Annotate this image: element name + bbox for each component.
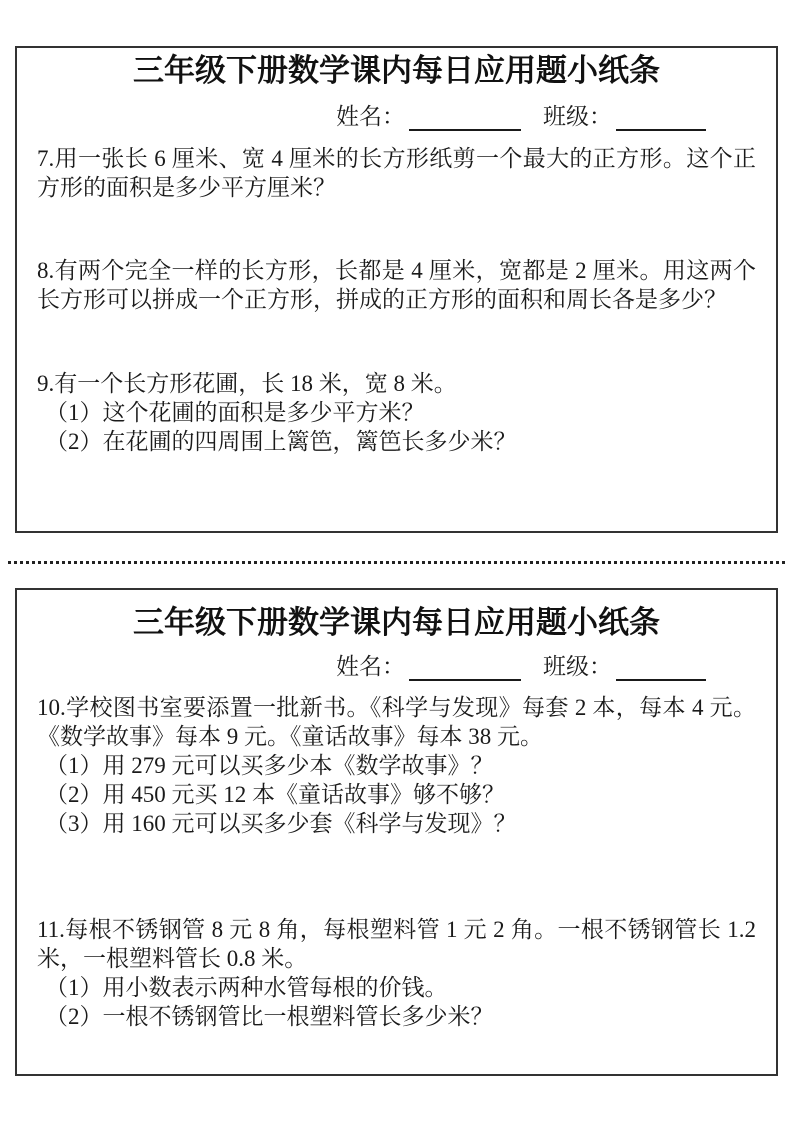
problem-10: [37, 693, 756, 838]
problem-11: [37, 915, 756, 1031]
worksheet-card-2: [15, 588, 778, 1076]
problem-text: 11.每根不锈钢管 8 元 8 角，每根塑料管 1 元 2 角。一根不锈钢管长 1.2 米，一根塑料管长 0.8 米。: [37, 917, 756, 971]
page-title: 三年级下册数学课内每日应用题小纸条: [133, 53, 660, 88]
name-blank-line: [409, 657, 521, 681]
problem-subquestion-1: （1）用 279 元可以买多少本《数学故事》？: [45, 753, 494, 778]
problem-subquestion-1: （1）这个花圃的面积是多少平方米？: [45, 400, 425, 425]
worksheet-card-1: [15, 46, 778, 533]
problem-text: 10.学校图书室要添置一批新书。《科学与发现》每套 2 本，每本 4 元。《数学故事》每本 9 元。《童话故事》每本 38 元。: [37, 695, 756, 749]
name-class-row: [336, 653, 756, 681]
class-label: 班级：: [543, 654, 612, 679]
problem-subquestion-3: （3）用 160 元可以买多少套《科学与发现》？: [45, 811, 517, 836]
dotted-cut-line: [8, 561, 785, 564]
name-label: 姓名：: [336, 104, 405, 129]
class-blank-line: [616, 657, 706, 681]
problem-subquestion-1: （1）用小数表示两种水管每根的价钱。: [45, 975, 448, 1000]
problem-7: [37, 144, 756, 202]
page-title: 三年级下册数学课内每日应用题小纸条: [133, 605, 660, 640]
problem-text: 9.有一个长方形花圃，长 18 米，宽 8 米。: [37, 371, 457, 396]
problem-subquestion-2: （2）用 450 元买 12 本《童话故事》够不够？: [45, 782, 505, 807]
class-label: 班级：: [543, 104, 612, 129]
problem-text: 8.有两个完全一样的长方形，长都是 4 厘米，宽都是 2 厘米。用这两个长方形可以拼成一个正方形，拼成的正方形的面积和周长各是多少？: [37, 258, 756, 312]
name-blank-line: [409, 107, 521, 131]
class-blank-line: [616, 107, 706, 131]
problem-text: 7.用一张长 6 厘米、宽 4 厘米的长方形纸剪一个最大的正方形。这个正方形的面积是多少平方厘米？: [37, 146, 756, 200]
problem-subquestion-2: （2）在花圃的四周围上篱笆，篱笆长多少米？: [45, 429, 517, 454]
name-class-row: [336, 103, 756, 131]
name-label: 姓名：: [336, 654, 405, 679]
problem-subquestion-2: （2）一根不锈钢管比一根塑料管长多少米？: [45, 1004, 494, 1029]
problem-8: [37, 256, 756, 314]
problem-9: [37, 369, 756, 456]
